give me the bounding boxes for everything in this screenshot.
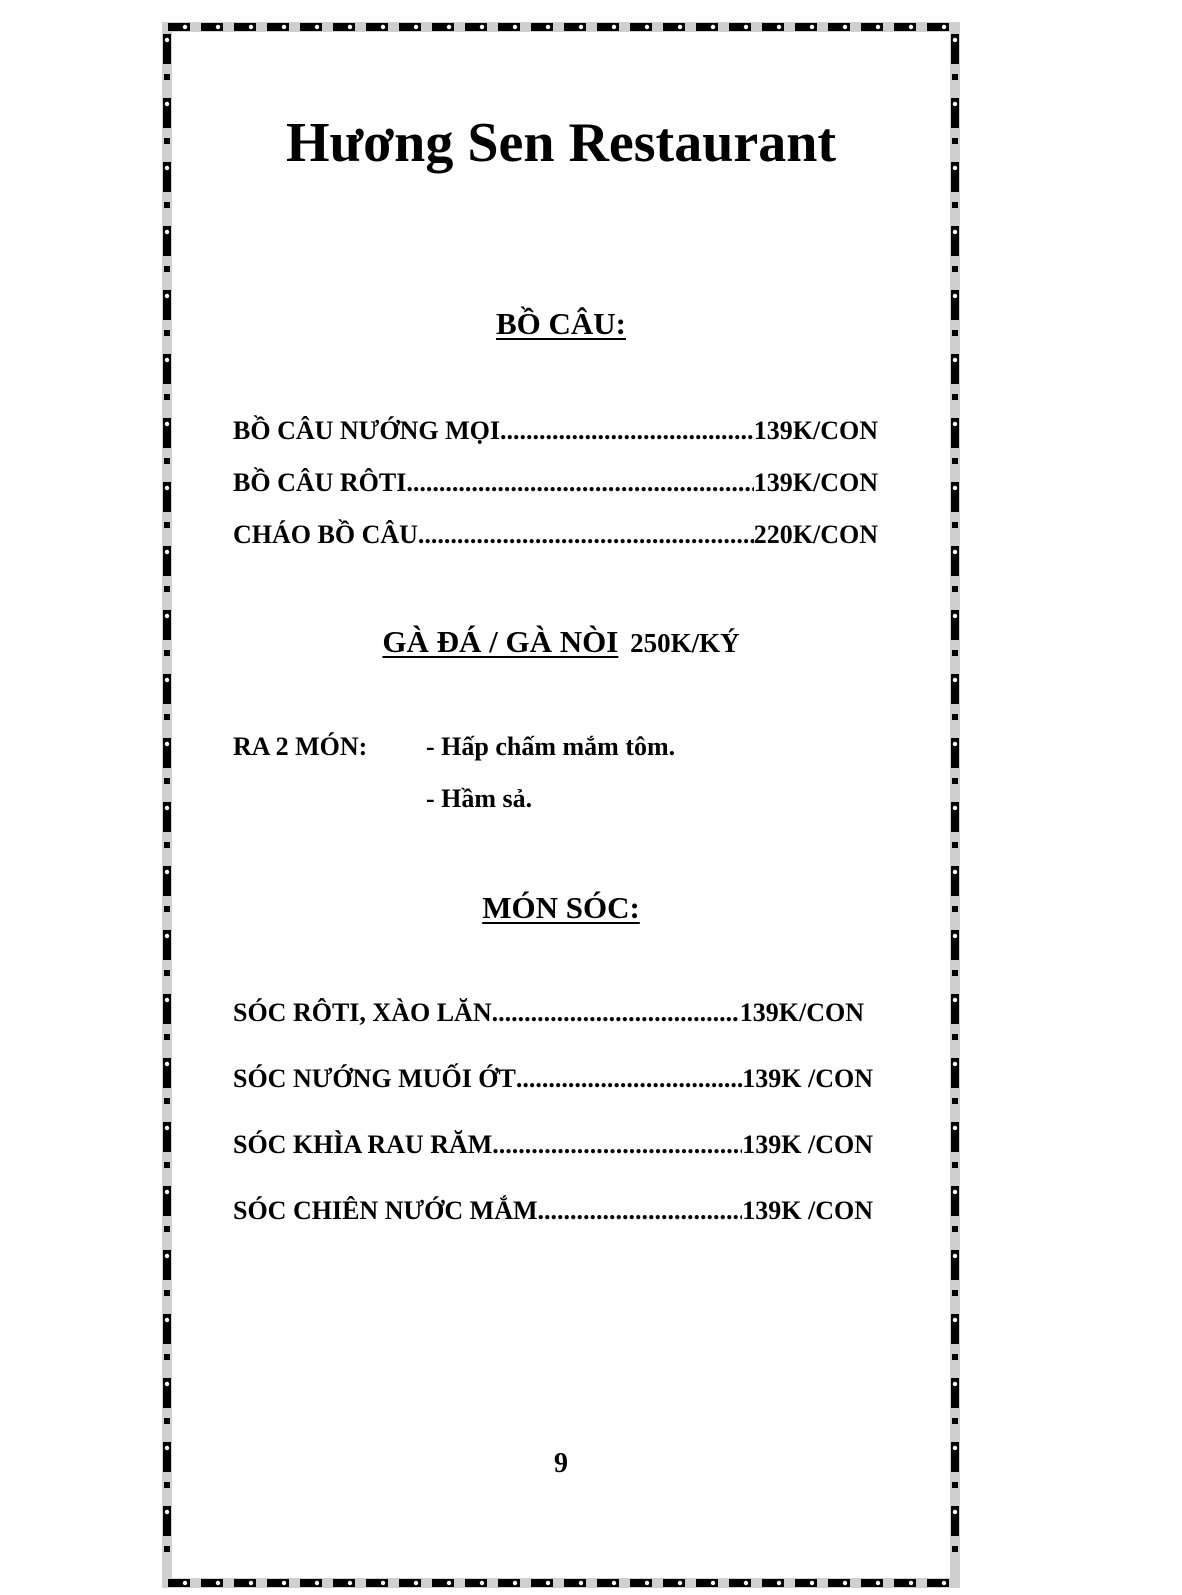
- border-dot: [165, 1126, 169, 1130]
- border-dot: [315, 1581, 319, 1585]
- border-dot: [953, 1126, 957, 1130]
- border-block: [164, 1354, 170, 1360]
- border-dot: [843, 25, 847, 29]
- border-dot: [513, 1581, 517, 1585]
- border-block: [164, 394, 170, 400]
- border-block: [164, 970, 170, 976]
- border-block: [164, 522, 170, 528]
- border-dot: [909, 1581, 913, 1585]
- border-block: [164, 1482, 170, 1488]
- border-dot: [165, 742, 169, 746]
- border-dot: [953, 102, 957, 106]
- border-block: [164, 586, 170, 592]
- border-dot: [165, 1190, 169, 1194]
- border-block: [164, 202, 170, 208]
- border-block: [164, 1546, 170, 1552]
- section-heading-bo-cau: [162, 308, 960, 339]
- border-dot: [216, 25, 220, 29]
- border-dot: [953, 1510, 957, 1514]
- border-dot: [953, 38, 957, 42]
- decorative-border: [162, 22, 960, 1588]
- menu-item-price: 220K/CON: [753, 520, 878, 549]
- serve-option: - Hầm sả.: [426, 784, 533, 813]
- menu-item: [233, 1198, 873, 1224]
- border-block: [952, 1034, 958, 1040]
- border-dot: [678, 1581, 682, 1585]
- border-block: [952, 394, 958, 400]
- border-dot: [249, 25, 253, 29]
- menu-item-name: SÓC CHIÊN NƯỚC MẮM: [233, 1196, 538, 1225]
- border-block: [952, 586, 958, 592]
- border-block: [952, 1418, 958, 1424]
- serve-option: - Hấp chấm mắm tôm.: [426, 732, 676, 761]
- leader-dots: [492, 1132, 742, 1158]
- border-dot: [579, 1581, 583, 1585]
- border-dot: [165, 1382, 169, 1386]
- border-dot: [165, 102, 169, 106]
- menu-item-name: SÓC NƯỚNG MUỐI ỚT: [233, 1064, 516, 1093]
- border-block: [164, 778, 170, 784]
- border-dot: [414, 1581, 418, 1585]
- menu-item: [233, 1066, 873, 1092]
- border-dot: [165, 806, 169, 810]
- border-dot: [165, 486, 169, 490]
- border-dot: [165, 422, 169, 426]
- serve-label: RA 2 MÓN:: [233, 732, 368, 761]
- section-price: 250K/KÝ: [630, 628, 740, 658]
- border-dot: [165, 294, 169, 298]
- border-dot: [876, 1581, 880, 1585]
- border-block: [952, 778, 958, 784]
- leader-dots: [538, 1198, 743, 1224]
- border-dot: [579, 25, 583, 29]
- border-dot: [953, 422, 957, 426]
- border-dot: [953, 742, 957, 746]
- border-dot: [165, 1062, 169, 1066]
- menu-item-price: 139K /CON: [742, 1130, 873, 1159]
- menu-item: [233, 470, 878, 496]
- menu-item: [233, 1000, 864, 1026]
- border-dot: [953, 1318, 957, 1322]
- border-dot: [165, 1318, 169, 1322]
- border-dot: [447, 25, 451, 29]
- border-dot: [183, 1581, 187, 1585]
- border-dot: [381, 25, 385, 29]
- border-dot: [810, 25, 814, 29]
- border-block: [952, 842, 958, 848]
- border-dot: [953, 614, 957, 618]
- border-dot: [165, 358, 169, 362]
- border-dot: [953, 230, 957, 234]
- page-number: 9: [554, 1448, 568, 1479]
- border-dot: [810, 1581, 814, 1585]
- section-heading-ga: [162, 626, 960, 657]
- leader-dots: [492, 1000, 740, 1026]
- section-title: MÓN SÓC:: [482, 890, 640, 925]
- menu-item-name: CHÁO BỒ CÂU: [233, 520, 418, 549]
- border-dot: [953, 998, 957, 1002]
- border-dot: [678, 25, 682, 29]
- menu-item-price: 139K/CON: [753, 416, 878, 445]
- menu-page: [162, 22, 960, 1588]
- border-block: [164, 1226, 170, 1232]
- border-dot: [953, 806, 957, 810]
- border-block: [952, 970, 958, 976]
- border-block: [952, 202, 958, 208]
- border-dot: [513, 25, 517, 29]
- border-dot: [348, 25, 352, 29]
- border-dot: [546, 1581, 550, 1585]
- border-dot: [447, 1581, 451, 1585]
- border-dot: [953, 486, 957, 490]
- border-block: [164, 1418, 170, 1424]
- border-block: [952, 1482, 958, 1488]
- leader-dots: [406, 470, 753, 496]
- border-dot: [909, 25, 913, 29]
- border-dot: [546, 25, 550, 29]
- menu-item-price: 139K/CON: [753, 468, 878, 497]
- menu-item-name: BỒ CÂU NƯỚNG MỌI: [233, 416, 500, 445]
- border-dot: [645, 1581, 649, 1585]
- border-dot: [953, 870, 957, 874]
- border-dot: [942, 1581, 946, 1585]
- border-dot: [953, 1254, 957, 1258]
- border-block: [952, 1546, 958, 1552]
- border-block: [952, 266, 958, 272]
- border-dot: [249, 1581, 253, 1585]
- border-dot: [282, 25, 286, 29]
- leader-dots: [418, 522, 754, 548]
- menu-item-price: 139K /CON: [742, 1196, 873, 1225]
- border-block: [952, 1290, 958, 1296]
- border-dot: [876, 25, 880, 29]
- border-block: [952, 1098, 958, 1104]
- border-block: [164, 1290, 170, 1296]
- border-dot: [165, 230, 169, 234]
- border-dot: [282, 1581, 286, 1585]
- border-dot: [348, 1581, 352, 1585]
- border-block: [952, 1226, 958, 1232]
- section-title: BỒ CÂU:: [495, 306, 627, 341]
- border-block: [952, 1162, 958, 1168]
- leader-dots: [500, 418, 754, 444]
- border-dot: [612, 1581, 616, 1585]
- border-dot: [165, 934, 169, 938]
- border-dot: [480, 1581, 484, 1585]
- border-dot: [165, 870, 169, 874]
- border-dot: [165, 38, 169, 42]
- border-dot: [645, 25, 649, 29]
- border-block: [164, 1034, 170, 1040]
- section-title: GÀ ĐÁ / GÀ NÒI: [382, 624, 619, 659]
- border-dot: [381, 1581, 385, 1585]
- border-dot: [165, 1254, 169, 1258]
- border-dot: [744, 25, 748, 29]
- border-dot: [165, 998, 169, 1002]
- border-block: [164, 1098, 170, 1104]
- border-dot: [953, 1062, 957, 1066]
- border-block: [952, 1354, 958, 1360]
- border-block: [952, 74, 958, 80]
- menu-item: [233, 522, 878, 548]
- menu-item-name: BỒ CÂU RÔTI: [233, 468, 407, 497]
- border-dot: [953, 550, 957, 554]
- border-dot: [216, 1581, 220, 1585]
- border-dot: [942, 25, 946, 29]
- border-dot: [165, 550, 169, 554]
- menu-item-name: SÓC KHÌA RAU RĂM: [233, 1130, 493, 1159]
- border-dot: [777, 1581, 781, 1585]
- leader-dots: [516, 1066, 742, 1092]
- menu-item-price: 139K /CON: [742, 1064, 873, 1093]
- border-dot: [744, 1581, 748, 1585]
- border-dot: [165, 678, 169, 682]
- border-dot: [711, 1581, 715, 1585]
- border-dot: [953, 1382, 957, 1386]
- border-dot: [953, 294, 957, 298]
- menu-item-price: 139K/CON: [739, 998, 864, 1027]
- border-block: [164, 1162, 170, 1168]
- menu-item: [233, 1132, 873, 1158]
- border-block: [164, 266, 170, 272]
- border-dot: [777, 25, 781, 29]
- border-dot: [953, 358, 957, 362]
- border-dot: [315, 25, 319, 29]
- border-block: [164, 458, 170, 464]
- section-heading-soc: [162, 892, 960, 923]
- border-block: [952, 458, 958, 464]
- border-dot: [953, 678, 957, 682]
- border-block: [164, 842, 170, 848]
- menu-item: [233, 418, 878, 444]
- border-block: [952, 714, 958, 720]
- border-dot: [953, 934, 957, 938]
- border-dot: [843, 1581, 847, 1585]
- border-block: [164, 714, 170, 720]
- border-dot: [165, 614, 169, 618]
- border-dot: [414, 25, 418, 29]
- border-dot: [711, 25, 715, 29]
- border-dot: [480, 25, 484, 29]
- border-dot: [165, 1510, 169, 1514]
- border-block: [952, 522, 958, 528]
- menu-item-name: SÓC RÔTI, XÀO LĂN: [233, 998, 492, 1027]
- border-block: [164, 74, 170, 80]
- border-dot: [612, 25, 616, 29]
- border-dot: [953, 1190, 957, 1194]
- border-dot: [183, 25, 187, 29]
- restaurant-title: Hương Sen Restaurant: [286, 112, 836, 174]
